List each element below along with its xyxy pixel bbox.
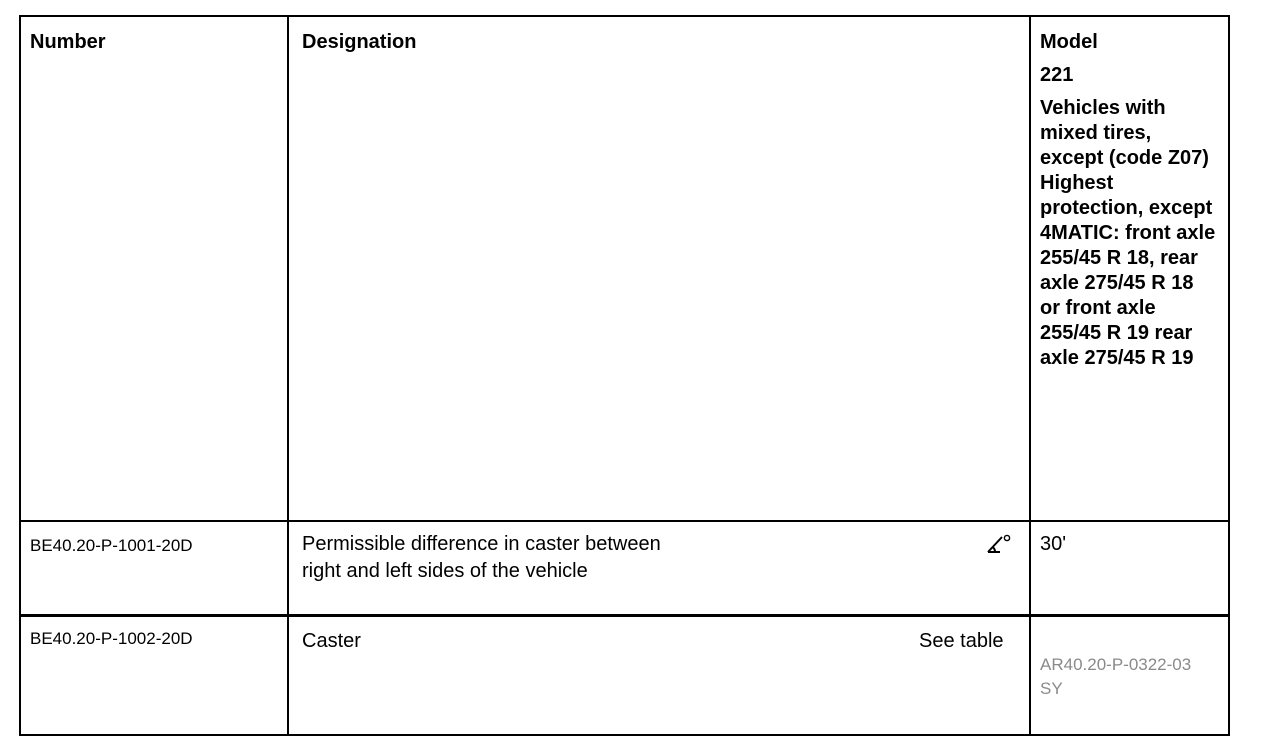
row2-designation: Caster xyxy=(302,630,361,652)
row1-designation-line2: right and left sides of the vehicle xyxy=(302,560,588,582)
reference-link-line1[interactable]: AR40.20-P-0322-03 xyxy=(1040,655,1192,674)
table-left-border xyxy=(19,15,21,736)
table-top-border xyxy=(19,15,1230,17)
header-designation: Designation xyxy=(302,31,417,53)
spec-table xyxy=(19,15,1230,736)
reference-link-line2[interactable]: SY xyxy=(1040,679,1063,698)
row2-number: BE40.20-P-1002-20D xyxy=(30,629,193,648)
row2-note: See table xyxy=(919,630,1004,652)
row-divider xyxy=(19,614,1230,617)
row1-value: 30' xyxy=(1040,533,1067,555)
row2-reference-link[interactable] xyxy=(1040,653,1191,701)
column-divider-number xyxy=(287,15,289,736)
header-model-code: 221 xyxy=(1040,64,1074,86)
table-right-border xyxy=(1228,15,1230,736)
row1-designation-line1: Permissible difference in caster between xyxy=(302,533,661,555)
header-number: Number xyxy=(30,31,106,53)
row1-number: BE40.20-P-1001-20D xyxy=(30,536,193,555)
angle-degree-icon xyxy=(985,533,1015,555)
header-model: Model xyxy=(1040,31,1098,53)
header-row-divider xyxy=(19,520,1230,522)
table-bottom-border xyxy=(19,734,1230,736)
header-model-note: Vehicles with mixed tires, except (code Z07) Highest protection, except 4MATIC: front axle 255/45 R 18, rear axle 275/45 R 18 or front axle 255/45 R 19 rear axle 275/45 R 19 xyxy=(1040,97,1216,369)
column-divider-designation xyxy=(1029,15,1031,736)
